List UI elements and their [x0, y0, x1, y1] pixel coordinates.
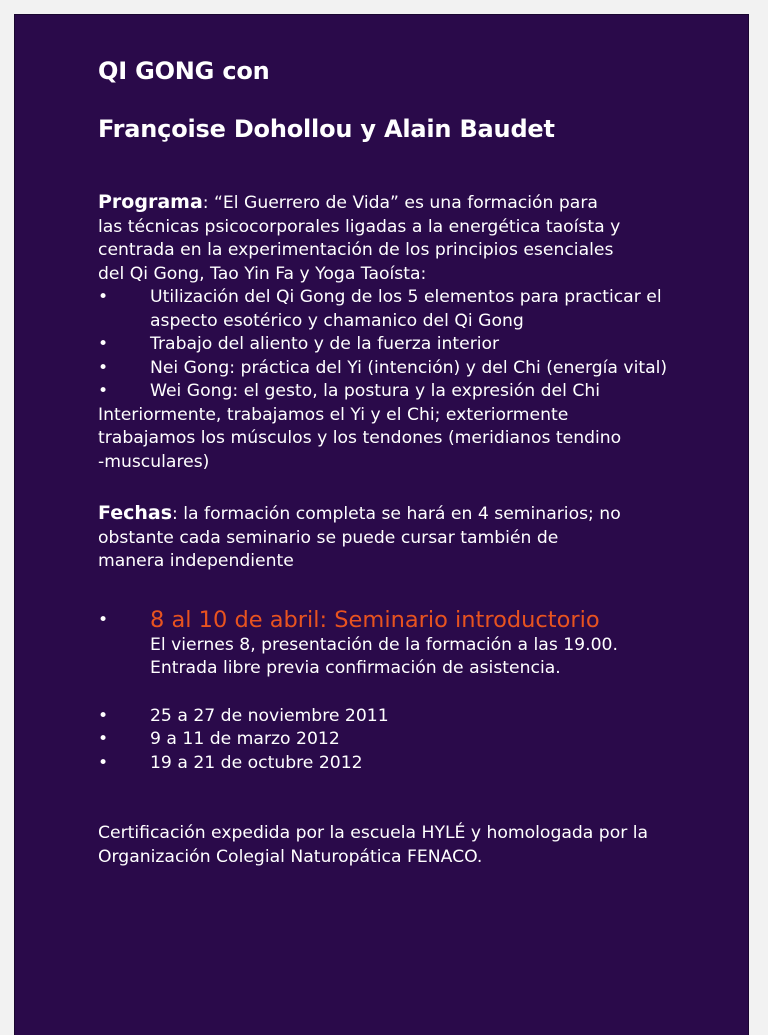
fechas-text-line: obstante cada seminario se puede cursar también de: [98, 527, 559, 548]
bullet-text: Trabajo del aliento y de la fuerza interior: [150, 334, 500, 354]
seminar-introductorio: [98, 606, 698, 681]
fechas-label: Fechas: [98, 502, 173, 524]
title-line-2: Françoise Dohollou y Alain Baudet: [98, 115, 555, 143]
certification-line: Organización Colegial Naturopática FENACO.: [98, 846, 483, 867]
programa-paragraph: [98, 191, 698, 286]
date-item: [98, 752, 698, 776]
seminar-title: 8 al 10 de abril: Seminario introductorio: [150, 606, 600, 633]
trailing-line: -musculares): [98, 451, 210, 472]
date-item: [98, 705, 698, 729]
programa-trailing-text: [98, 404, 698, 475]
programa-text-line: del Qi Gong, Tao Yin Fa y Yoga Taoísta:: [98, 263, 427, 284]
bullet-dot: •: [98, 729, 109, 749]
programa-text-line: las técnicas psicocorporales ligadas a la energética taoísta y: [98, 216, 621, 237]
bullet-dot: •: [98, 752, 109, 773]
bullet-dot: •: [98, 357, 109, 378]
programa-text-line: : “El Guerrero de Vida” es una formación para: [202, 193, 598, 213]
seminar-detail: Entrada libre previa confirmación de asistencia.: [150, 658, 561, 678]
bullet-text: Nei Gong: práctica del Yi (intención) y del Chi (energía vital): [150, 357, 668, 378]
programa-bullet: [98, 357, 698, 381]
fechas-paragraph: [98, 502, 698, 574]
date-text: 25 a 27 de noviembre 2011: [150, 705, 389, 726]
date-item: [98, 728, 698, 752]
seminar-detail: El viernes 8, presentación de la formación a las 19.00.: [150, 634, 618, 655]
fechas-text-line: manera independiente: [98, 551, 294, 571]
bullet-text: Utilización del Qi Gong de los 5 elementos para practicar el aspecto esotérico y chamanico del Qi Gong: [150, 287, 662, 331]
bullet-dot: •: [98, 609, 109, 630]
date-text: 19 a 21 de octubre 2012: [150, 752, 363, 773]
programa-bullet: [98, 286, 698, 333]
programa-bullet: [98, 333, 698, 357]
trailing-line: trabajamos los músculos y los tendones (meridianos tendino: [98, 428, 622, 448]
bullet-text: Wei Gong: el gesto, la postura y la expresión del Chi: [150, 381, 600, 401]
certification-text: [98, 822, 698, 869]
trailing-line: Interiormente, trabajamos el Yi y el Chi; exteriormente: [98, 404, 569, 425]
programa-label: Programa: [98, 191, 203, 213]
bullet-dot: •: [98, 705, 109, 726]
bullet-dot: •: [98, 287, 109, 307]
programa-text-line: centrada en la experimentación de los principios esenciales: [98, 240, 614, 260]
certification-line: Certificación expedida por la escuela HYLÉ y homologada por la: [98, 823, 649, 843]
flyer-page: [15, 15, 748, 1035]
programa-bullet: [98, 380, 698, 404]
seminar-dates-list: [98, 705, 698, 776]
flyer-content: [98, 55, 698, 869]
date-text: 9 a 11 de marzo 2012: [150, 729, 340, 749]
fechas-text-line: : la formación completa se hará en 4 seminarios; no: [172, 504, 621, 524]
title-line-1: QI GONG con: [98, 57, 270, 85]
bullet-dot: •: [98, 381, 109, 401]
bullet-dot: •: [98, 334, 109, 354]
